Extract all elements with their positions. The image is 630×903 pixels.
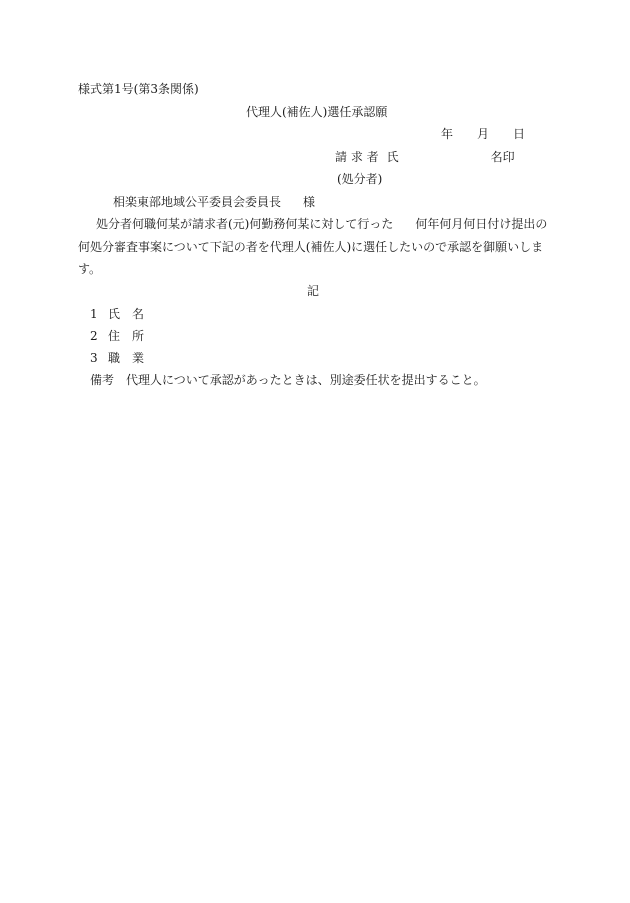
item-label: 住 所 xyxy=(108,329,145,343)
document-title: 代理人(補佐人)選任承認願 xyxy=(246,105,388,119)
item-number: 1 xyxy=(90,307,98,321)
body-line-3: す。 xyxy=(78,262,102,276)
addressee-honorific: 様 xyxy=(303,195,316,209)
list-item-address xyxy=(90,330,144,342)
requester-label: 請 求 者 xyxy=(335,150,379,164)
item-label: 職 業 xyxy=(108,351,145,365)
list-item-occupation xyxy=(90,352,144,364)
date-line xyxy=(441,128,525,140)
remarks-line xyxy=(90,374,486,386)
seal-label: 名印 xyxy=(490,150,515,164)
requester-line xyxy=(335,151,515,163)
body-line-2: 何処分審査事案について下記の者を代理人(補佐人)に選任したいので承認を御願いしま xyxy=(78,240,544,254)
requester-name-label: 氏 xyxy=(386,150,399,164)
addressee-line xyxy=(113,196,315,208)
date-day: 日 xyxy=(513,127,526,141)
remarks-label: 備考 xyxy=(90,373,115,387)
disposer-note: (処分者) xyxy=(337,172,383,186)
item-label: 氏 名 xyxy=(108,307,145,321)
body-text-1a: 処分者何職何某が請求者(元)何勤務何某に対して行った xyxy=(96,217,394,231)
remarks-text: 代理人について承認があったときは、別途委任状を提出すること。 xyxy=(126,373,486,387)
addressee-name: 相楽東部地域公平委員会委員長 xyxy=(113,195,282,209)
date-month: 月 xyxy=(477,127,490,141)
body-line-1 xyxy=(96,218,547,230)
list-item-name xyxy=(90,308,144,320)
item-number: 3 xyxy=(90,351,98,365)
body-text-1b: 何年何月何日付け提出の xyxy=(415,217,548,231)
form-number-label: 様式第1号(第3条関係) xyxy=(78,82,199,96)
ki-heading: 記 xyxy=(307,284,320,298)
item-number: 2 xyxy=(90,329,98,343)
date-year: 年 xyxy=(441,127,454,141)
